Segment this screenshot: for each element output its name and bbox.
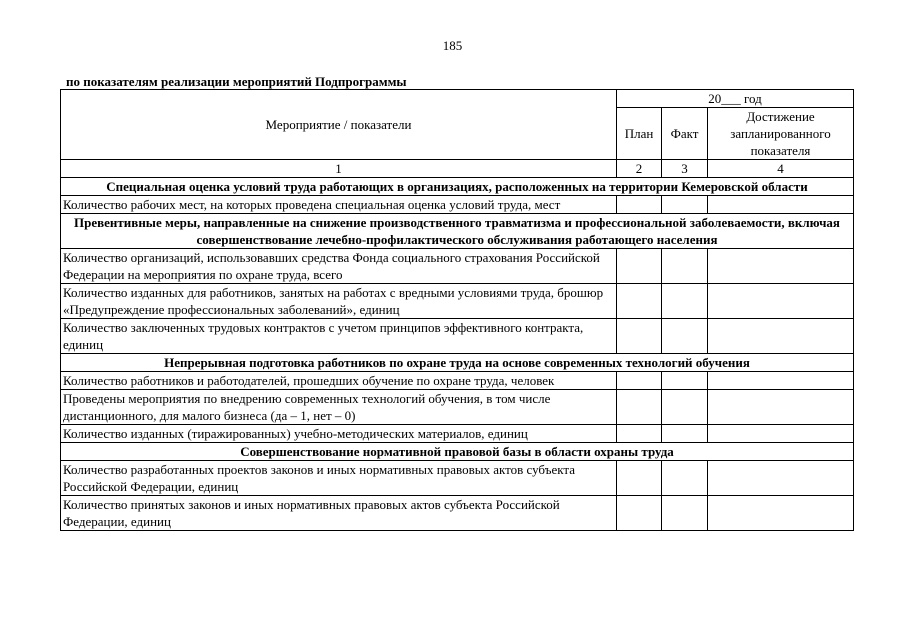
plan-cell: [617, 372, 662, 390]
indicator-label: Количество работников и работодателей, прошедших обучение по охране труда, человек: [61, 372, 617, 390]
achievement-cell: [708, 284, 854, 319]
plan-cell: [617, 249, 662, 284]
section-title: Превентивные меры, направленные на снижение производственного травматизма и профессиональной заболеваемости, включая совершенствование лечебно-профилактического обслуживания работающего населения: [61, 214, 854, 249]
plan-cell: [617, 425, 662, 443]
achievement-cell: [708, 319, 854, 354]
indicator-label: Количество организаций, использовавших средства Фонда социального страхования Российской Федерации на мероприятия по охране труда, всего: [61, 249, 617, 284]
achievement-cell: [708, 461, 854, 496]
indicator-row: [61, 461, 854, 496]
indicator-label: Проведены мероприятия по внедрению современных технологий обучения, в том числе дистанционного, для малого бизнеса (да – 1, нет – 0): [61, 390, 617, 425]
indicator-row: [61, 390, 854, 425]
fact-cell: [662, 284, 708, 319]
plan-cell: [617, 284, 662, 319]
indicator-row: [61, 425, 854, 443]
indicator-label: Количество изданных (тиражированных) учебно-методических материалов, единиц: [61, 425, 617, 443]
header-row: [61, 90, 854, 108]
plan-cell: [617, 319, 662, 354]
section-title: Непрерывная подготовка работников по охране труда на основе современных технологий обучения: [61, 354, 854, 372]
indicator-row: [61, 284, 854, 319]
fact-cell: [662, 390, 708, 425]
page-number: 185: [442, 38, 463, 53]
indicator-label: Количество принятых законов и иных нормативных правовых актов субъекта Российской Федерации, единиц: [61, 496, 617, 531]
indicator-label: Количество изданных для работников, занятых на работах с вредными условиями труда, брошюр «Предупреждение профессиональных заболеваний», единиц: [61, 284, 617, 319]
plan-cell: [617, 196, 662, 214]
header-plan: План: [617, 108, 662, 160]
achievement-cell: [708, 390, 854, 425]
section-title: Совершенствование нормативной правовой базы в области охраны труда: [61, 443, 854, 461]
indicator-row: [61, 249, 854, 284]
fact-cell: [662, 461, 708, 496]
achievement-cell: [708, 372, 854, 390]
indicator-label: Количество разработанных проектов законов и иных нормативных правовых актов субъекта Российской Федерации, единиц: [61, 461, 617, 496]
header-fact: Факт: [662, 108, 708, 160]
indicator-label: Количество рабочих мест, на которых проведена специальная оценка условий труда, мест: [61, 196, 617, 214]
indicators-table: [60, 89, 854, 531]
fact-cell: [662, 496, 708, 531]
column-number: 2: [617, 160, 662, 178]
section-row: [61, 354, 854, 372]
header-achievement: Достижение запланированного показателя: [708, 108, 854, 160]
section-row: [61, 178, 854, 196]
indicator-label: Количество заключенных трудовых контрактов с учетом принципов эффективного контракта, единиц: [61, 319, 617, 354]
achievement-cell: [708, 425, 854, 443]
indicator-row: [61, 196, 854, 214]
section-row: [61, 443, 854, 461]
header-activity: Мероприятие / показатели: [61, 90, 617, 160]
fact-cell: [662, 372, 708, 390]
table-caption: по показателям реализации мероприятий Подпрограммы: [66, 74, 407, 89]
indicator-row: [61, 319, 854, 354]
column-number: 1: [61, 160, 617, 178]
achievement-cell: [708, 496, 854, 531]
column-number: 3: [662, 160, 708, 178]
plan-cell: [617, 496, 662, 531]
fact-cell: [662, 319, 708, 354]
indicator-row: [61, 496, 854, 531]
section-row: [61, 214, 854, 249]
header-year: 20___ год: [617, 90, 854, 108]
fact-cell: [662, 196, 708, 214]
indicator-row: [61, 372, 854, 390]
section-title: Специальная оценка условий труда работающих в организациях, расположенных на территории Кемеровской области: [61, 178, 854, 196]
column-numbers-row: [61, 160, 854, 178]
achievement-cell: [708, 196, 854, 214]
fact-cell: [662, 425, 708, 443]
achievement-cell: [708, 249, 854, 284]
plan-cell: [617, 390, 662, 425]
plan-cell: [617, 461, 662, 496]
fact-cell: [662, 249, 708, 284]
column-number: 4: [708, 160, 854, 178]
